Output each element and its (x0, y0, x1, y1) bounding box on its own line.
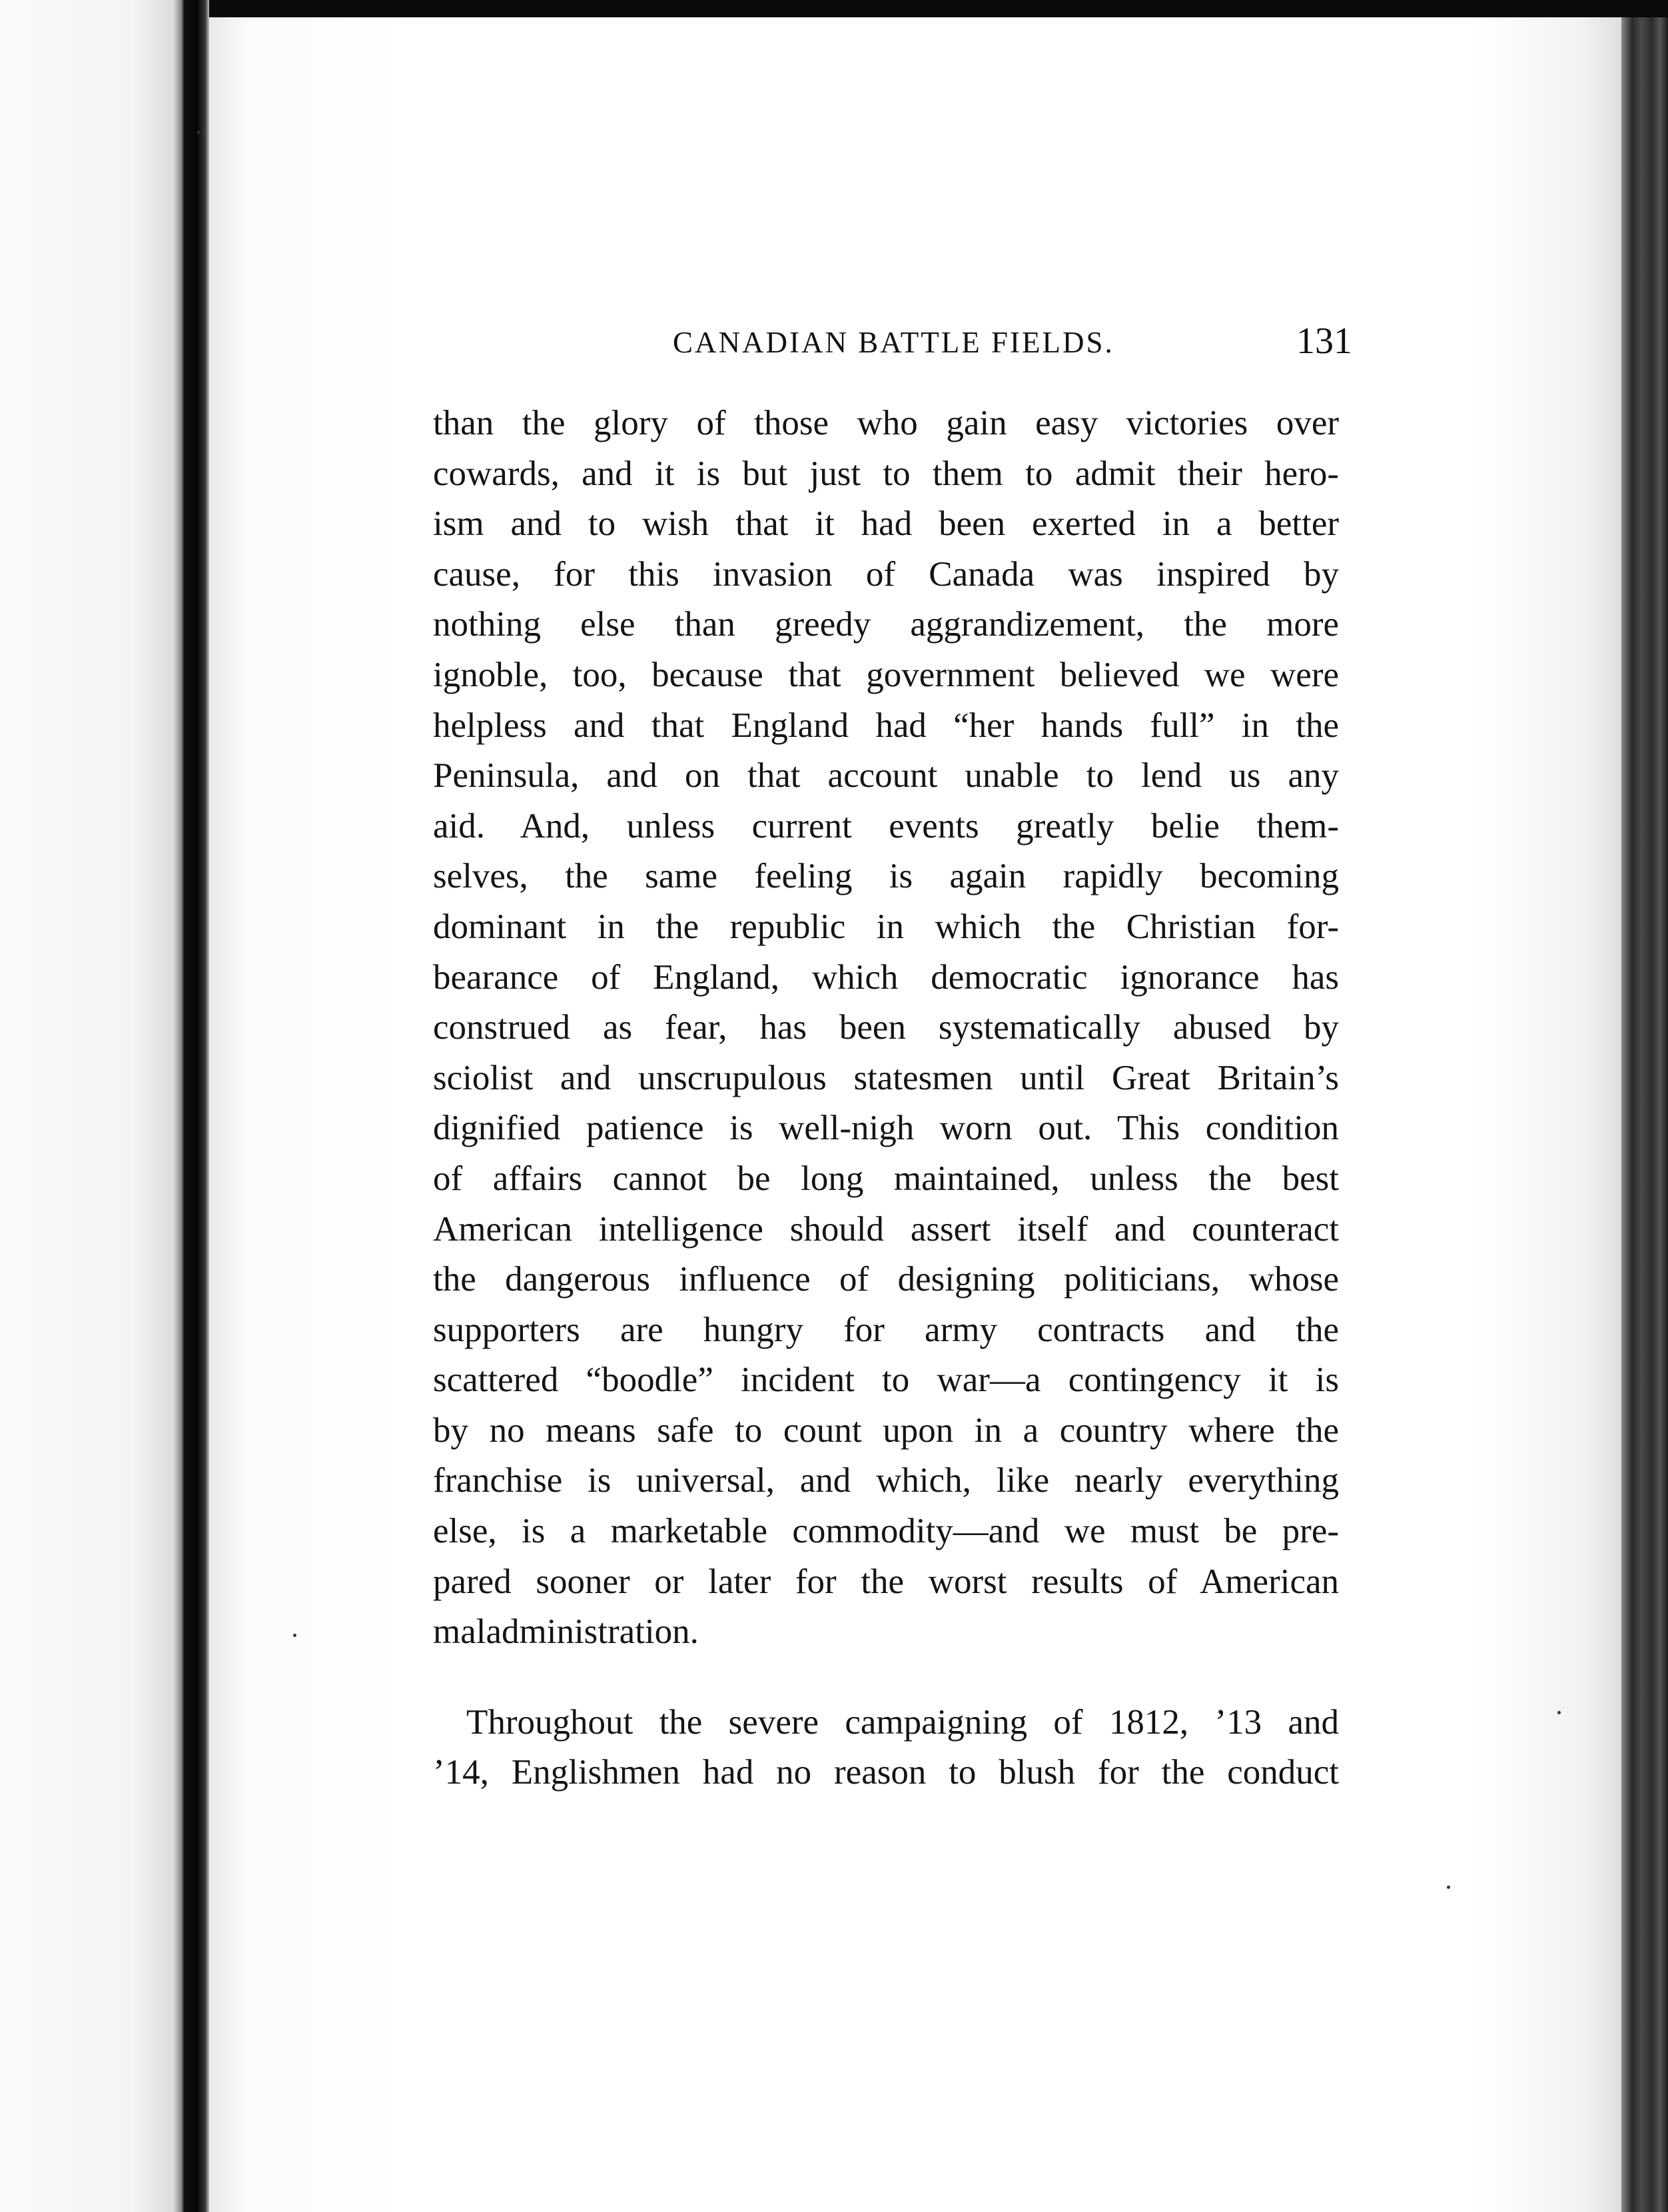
text-line: dominant in the republic in which the Christian for- (433, 907, 1339, 946)
text-line: American intelligence should assert itself and counteract (433, 1209, 1339, 1249)
text-line: the dangerous influence of designing politicians, whose (433, 1260, 1339, 1299)
text-line: pared sooner or later for the worst results of American (433, 1562, 1339, 1601)
text-line: cause, for this invasion of Canada was inspired by (433, 554, 1339, 594)
running-head (673, 320, 1352, 373)
text-line: Peninsula, and on that account unable to lend us any (433, 756, 1339, 796)
paragraph (433, 1698, 1339, 1798)
text-line: bearance of England, which democratic ignorance has (433, 957, 1339, 997)
text-line: ’14, Englishmen had no reason to blush for the conduct (433, 1753, 1339, 1792)
text-line: ignoble, too, because that government believed we were (433, 655, 1339, 694)
text-line: aid. And, unless current events greatly belie them- (433, 806, 1339, 845)
scan-speck (197, 131, 201, 134)
text-line: than the glory of those who gain easy victories over (433, 404, 1339, 442)
paragraph-gap (433, 1658, 1339, 1698)
text-line: franchise is universal, and which, like nearly everything (433, 1461, 1339, 1500)
text-line: dignified patience is well-nigh worn out. This condition (433, 1109, 1339, 1148)
scan-speck (1447, 1886, 1450, 1889)
scan-top-border (0, 0, 1668, 17)
text-line: construed as fear, has been systematically abused by (433, 1008, 1339, 1047)
page-number: 131 (1296, 320, 1352, 362)
text-line: supporters are hungry for army contracts and the (433, 1310, 1339, 1349)
body-text (433, 398, 1339, 1798)
scan-speck (1557, 1711, 1561, 1714)
page-edge-shadow (1621, 17, 1668, 2212)
text-line: of affairs cannot be long maintained, unless the best (433, 1159, 1339, 1198)
paragraph (433, 398, 1339, 1658)
text-line: cowards, and it is but just to them to admit their hero- (433, 454, 1339, 493)
text-line: scattered “boodle” incident to war—a contingency it is (433, 1361, 1339, 1400)
text-line: ism and to wish that it had been exerted in a better (433, 504, 1339, 544)
scan-speck (293, 1634, 296, 1637)
text-line: selves, the same feeling is again rapidly becoming (433, 857, 1339, 896)
facing-page-margin (0, 0, 187, 2212)
running-title: CANADIAN BATTLE FIELDS. (673, 326, 1114, 359)
text-line: sciolist and unscrupulous statesmen until Great Britain’s (433, 1058, 1339, 1097)
book-spine-shadow (184, 0, 209, 2212)
text-line: by no means safe to count upon in a country where the (433, 1410, 1339, 1450)
text-line: helpless and that England had “her hands full” in the (433, 706, 1339, 745)
text-line: nothing else than greedy aggrandizement, the more (433, 605, 1339, 644)
text-line: else, is a marketable commodity—and we must be pre- (433, 1512, 1339, 1551)
text-line: Throughout the severe campaigning of 1812, ’13 and (466, 1702, 1339, 1742)
text-line: maladministration. (433, 1612, 699, 1652)
